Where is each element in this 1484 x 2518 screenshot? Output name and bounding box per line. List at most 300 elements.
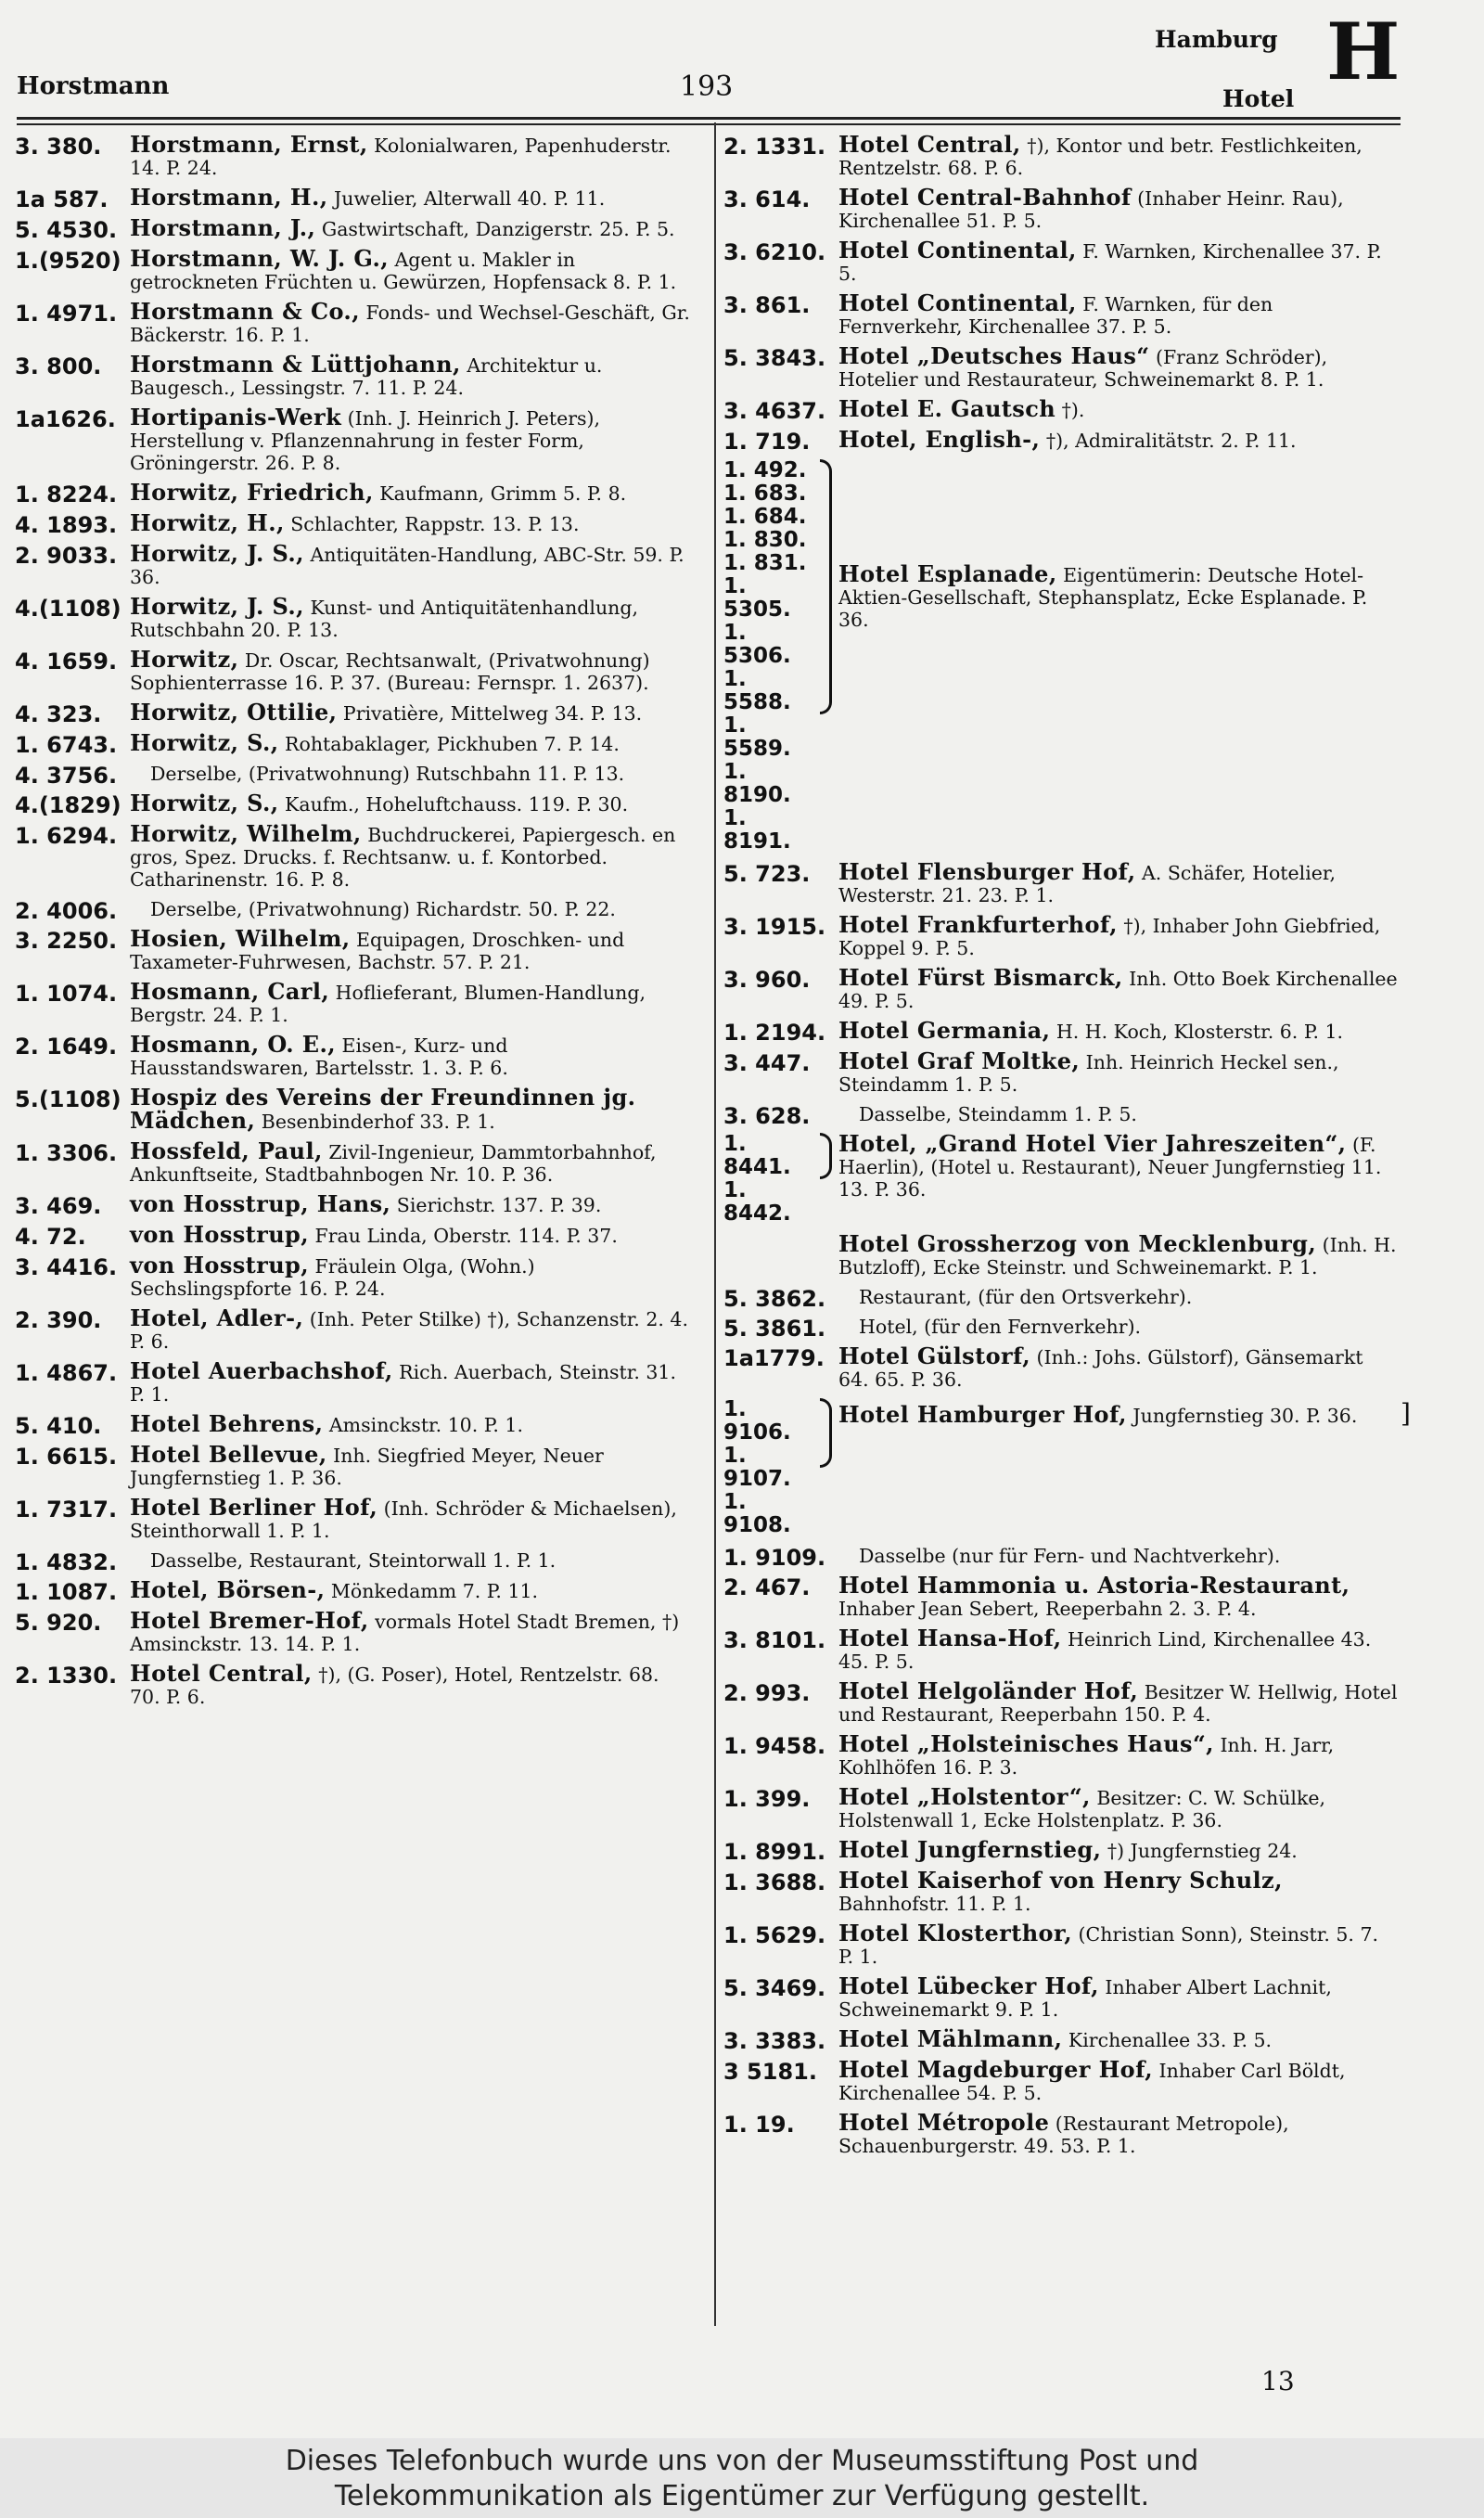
phone-number: 5. 3469.	[723, 1975, 826, 2001]
phone-number: 1. 3688.	[723, 1869, 826, 1895]
phone-number: 1. 9107.	[723, 1444, 791, 1491]
phone-number: 4.(1829)	[15, 792, 122, 818]
entry-name: Hortipanis-Werk	[130, 404, 342, 430]
entry-details: †).	[1055, 399, 1085, 421]
phone-number: 1. 830.	[723, 528, 807, 552]
entry-details: Mönkedamm 7. P. 11.	[325, 1580, 539, 1602]
directory-entry	[723, 1316, 1399, 1342]
entry-text	[130, 1137, 692, 1186]
entry-name: Hotel E. Gautsch	[838, 395, 1056, 422]
directory-entry	[15, 978, 692, 1026]
entry-text	[130, 593, 692, 641]
entry-text	[130, 509, 692, 536]
directory-entry	[15, 1190, 692, 1219]
phone-number: 5. 3862.	[723, 1286, 826, 1312]
directory-entry	[723, 911, 1399, 959]
grouped-entry	[723, 1397, 1411, 1537]
phone-number: 1. 5588.	[723, 667, 791, 714]
entry-text	[838, 1836, 1399, 1863]
entry-name: Hotel „Holsteinisches Haus“,	[838, 1730, 1214, 1757]
entry-name: Hotel Auerbachshof,	[130, 1357, 393, 1384]
grouped-entry	[723, 1130, 1399, 1226]
directory-entry	[723, 858, 1399, 906]
entry-details: Kirchenallee 33. P. 5.	[1062, 2029, 1273, 2051]
directory-entry	[723, 964, 1399, 1012]
directory-entry	[15, 925, 692, 973]
entry-text	[130, 1190, 692, 1217]
group-brace	[820, 1398, 832, 1468]
entry-text	[130, 406, 692, 474]
entry-details: Zivil-Ingenieur, Dammtorbahnhof, Ankunftseite, Stadtbahnbogen Nr. 10. P. 36.	[130, 1141, 657, 1186]
page-number: 193	[680, 71, 734, 103]
entry-name: Hotel Lübecker Hof,	[838, 1972, 1099, 1999]
entry-text	[838, 1545, 1399, 1567]
scan-caption	[0, 2438, 1484, 2518]
entry-text	[838, 1869, 1399, 1915]
entry-text	[130, 1607, 692, 1655]
entry-name: Hospiz des Vereins der Freundinnen jg. Mädchen,	[130, 1084, 636, 1134]
entry-details: vormals Hotel Stadt Bremen, †) Amsinckstr. 13. 14. P. 1.	[130, 1611, 680, 1655]
entry-details: Besitzer: C. W. Schülke, Holstenwall 1, Ecke Holstenplatz. P. 36.	[838, 1787, 1326, 1831]
entry-text	[838, 1345, 1399, 1391]
directory-entry	[15, 214, 692, 243]
entry-text	[838, 911, 1399, 959]
directory-entry	[15, 1410, 692, 1439]
entry-details: Hotel, (für den Fernverkehr).	[859, 1316, 1142, 1338]
entry-name: Horwitz, H.,	[130, 509, 285, 536]
entry-name: Hotel Esplanade,	[838, 560, 1057, 587]
directory-entry	[723, 1047, 1399, 1096]
directory-entry	[723, 2025, 1399, 2054]
entry-details: F. Warnken, Kirchenallee 37. P. 5.	[838, 240, 1382, 285]
entry-name: Hotel Hamburger Hof,	[838, 1401, 1127, 1428]
directory-entry	[15, 1660, 692, 1708]
entry-details: Kaufm., Hoheluftchauss. 119. P. 30.	[278, 793, 629, 816]
entry-text	[838, 1972, 1399, 2021]
entry-details: Equipagen, Droschken- und Taxameter-Fuhrwesen, Bachstr. 57. P. 21.	[130, 929, 625, 973]
header-rule-thin	[17, 123, 1401, 125]
directory-entry	[15, 792, 692, 816]
directory-entry	[15, 1441, 692, 1489]
entry-text	[130, 186, 692, 210]
phone-number: 3. 4416.	[15, 1254, 118, 1280]
entry-text	[130, 353, 692, 399]
entry-name: Hotel Métropole	[838, 2109, 1050, 2136]
entry-details: Juwelier, Alterwall 40. P. 11.	[327, 187, 606, 210]
entry-text	[838, 186, 1399, 232]
phone-number: 4.(1108)	[15, 596, 122, 622]
entry-text	[838, 964, 1399, 1012]
entry-details: Fonds- und Wechsel-Geschäft, Gr. Bäckerstr. 16. P. 1.	[130, 302, 690, 346]
phone-number: 3. 614.	[723, 186, 811, 212]
entry-name: Horstmann, Ernst,	[130, 131, 368, 158]
phone-number: 3. 380.	[15, 134, 102, 160]
phone-number: 1. 9109.	[723, 1545, 826, 1571]
phone-number: 1. 6743.	[15, 732, 118, 758]
directory-entry	[723, 1017, 1399, 1046]
entry-text	[838, 1783, 1399, 1831]
entry-details: †) Jungfernstieg 24.	[1101, 1840, 1298, 1862]
directory-entry	[15, 820, 692, 891]
directory-entry	[15, 298, 692, 346]
entry-name: Horwitz, S.,	[130, 790, 279, 816]
entry-name: Hotel Graf Moltke,	[838, 1047, 1081, 1074]
entry-text	[130, 763, 692, 785]
phone-number: 3. 800.	[15, 353, 102, 379]
entry-text	[130, 1660, 692, 1708]
phone-number: 4. 1893.	[15, 512, 118, 538]
entry-text	[838, 426, 1399, 453]
entry-name: Hotel Gülstorf,	[838, 1343, 1030, 1369]
header-rule	[17, 117, 1401, 120]
entry-text	[130, 214, 692, 241]
directory-entry	[15, 1086, 692, 1133]
entry-name: Hosmann, Carl,	[130, 978, 330, 1005]
phone-number: 1. 4867.	[15, 1360, 118, 1386]
phone-number: 3. 8101.	[723, 1627, 826, 1653]
entry-name: Hotel Continental,	[838, 289, 1077, 316]
entry-text	[130, 540, 692, 588]
entry-details: Inh. Siegfried Meyer, Neuer Jungfernstieg 1. P. 36.	[130, 1445, 604, 1489]
entry-name: Horwitz, Friedrich,	[130, 479, 374, 506]
directory-entry	[15, 646, 692, 694]
entry-details: (Inh. Peter Stilke) †), Schanzenstr. 2. 4. P. 6.	[130, 1308, 688, 1353]
entry-name: Hotel, Börsen-,	[130, 1576, 326, 1603]
entry-name: Hotel Bellevue,	[130, 1441, 327, 1468]
directory-entry	[15, 509, 692, 538]
entry-details: Hoflieferant, Blumen-Handlung, Bergstr. 24. P. 1.	[130, 982, 646, 1026]
left-column	[15, 131, 692, 1715]
entry-name: Hotel Klosterthor,	[838, 1920, 1073, 1946]
group-brace	[820, 1133, 832, 1179]
entry-text	[130, 1576, 692, 1603]
directory-entry	[15, 1494, 692, 1542]
phone-number: 3 5181.	[723, 2059, 817, 2085]
entry-name: Hotel Continental,	[838, 237, 1077, 263]
directory-entry	[723, 342, 1399, 391]
entry-text	[838, 1103, 1399, 1125]
phone-number: 5. 3861.	[723, 1316, 826, 1342]
page-footer-number: 13	[1261, 2366, 1295, 2396]
entry-details: Rohtabaklager, Pickhuben 7. P. 14.	[278, 733, 620, 755]
directory-entry	[15, 898, 692, 924]
entry-text	[130, 1254, 692, 1300]
directory-entry	[723, 2056, 1399, 2104]
directory-entry	[723, 1574, 1399, 1620]
entry-details: H. H. Koch, Klosterstr. 6. P. 1.	[1050, 1021, 1344, 1043]
directory-entry	[15, 131, 692, 179]
entry-text	[130, 898, 692, 920]
phone-number: 1. 5305.	[723, 574, 791, 622]
entry-details: Fräulein Olga, (Wohn.) Sechslingspforte 16. P. 24.	[130, 1255, 535, 1300]
entry-name: Horstmann, W. J. G.,	[130, 245, 389, 272]
entry-text	[838, 1677, 1399, 1726]
entry-text	[838, 1574, 1399, 1620]
phone-number: 1. 8442.	[723, 1178, 791, 1226]
entry-text	[838, 2056, 1399, 2104]
entry-text	[838, 131, 1399, 179]
phone-number: 5.(1108)	[15, 1086, 122, 1112]
entry-details: Eisen-, Kurz- und Hausstandswaren, Bartelsstr. 1. 3. P. 6.	[130, 1034, 508, 1079]
phone-number: 1. 8224.	[15, 482, 118, 507]
header-city: Hamburg	[1155, 26, 1278, 53]
entry-details: Dr. Oscar, Rechtsanwalt, (Privatwohnung) Sophienterrasse 16. P. 37. (Bureau: Fernspr. 1. 2637).	[130, 649, 650, 694]
phone-number: 1. 831.	[723, 551, 807, 575]
entry-text	[130, 792, 692, 816]
entry-details: Restaurant, (für den Ortsverkehr).	[859, 1286, 1193, 1308]
column-divider	[714, 122, 716, 2326]
phone-number: 1. 1087.	[15, 1579, 118, 1605]
directory-entry	[723, 131, 1399, 179]
entry-name: Horstmann & Co.,	[130, 298, 360, 325]
entry-name: Hotel Helgoländer Hof,	[838, 1677, 1139, 1704]
directory-entry	[723, 395, 1399, 424]
phone-number: 1. 2194.	[723, 1020, 826, 1046]
directory-entry	[15, 593, 692, 641]
entry-text	[130, 1357, 692, 1406]
phone-number: 1. 1074.	[15, 981, 118, 1007]
entry-name: Horwitz, J. S.,	[130, 540, 304, 567]
directory-entry	[15, 1221, 692, 1250]
entry-details: (Inh. J. Heinrich J. Peters), Herstellung v. Pflanzennahrung in fester Form, Gröningerstr. 26. P. 8.	[130, 407, 601, 474]
entry-details: Inhaber Carl Böldt, Kirchenallee 54. P. 5.	[838, 2060, 1346, 2104]
directory-entry	[723, 1545, 1399, 1571]
entry-name: Horwitz, S.,	[130, 729, 279, 756]
entry-details: Besitzer W. Hellwig, Hotel und Restaurant, Reeperbahn 150. P. 4.	[838, 1681, 1398, 1726]
entry-details: Kunst- und Antiquitätenhandlung, Rutschbahn 20. P. 13.	[130, 597, 639, 641]
entry-name: Hotel Central-Bahnhof	[838, 184, 1132, 211]
entry-name: Hotel Hansa-Hof,	[838, 1625, 1062, 1651]
phone-number: 1. 5306.	[723, 621, 791, 668]
entry-details: Bahnhofstr. 11. P. 1.	[838, 1893, 1031, 1915]
entry-name: Horstmann & Lüttjohann,	[130, 351, 461, 378]
entry-name: Hosien, Wilhelm,	[130, 925, 351, 952]
entry-name: von Hosstrup,	[130, 1252, 309, 1278]
entry-details: Inh. Otto Boek Kirchenallee 49. P. 5.	[838, 968, 1398, 1012]
entry-name: Hotel, „Grand Hotel Vier Jahreszeiten“,	[838, 1130, 1347, 1157]
entry-details: Inh. H. Jarr, Kohlhöfen 16. P. 3.	[838, 1734, 1335, 1779]
entry-name: Hotel „Holstentor“,	[838, 1783, 1091, 1810]
directory-entry	[15, 729, 692, 758]
phone-number: 3. 3383.	[723, 2028, 826, 2054]
phone-number: 3. 2250.	[15, 928, 118, 954]
phone-number: 1. 9458.	[723, 1733, 826, 1759]
phone-number: 1.(9520)	[15, 248, 122, 274]
entry-details: (Franz Schröder), Hotelier und Restaurateur, Schweinemarkt 8. P. 1.	[838, 346, 1328, 391]
phone-number: 2. 1649.	[15, 1034, 118, 1060]
phone-number: 1. 683.	[723, 482, 807, 506]
phone-number: 1. 3306.	[15, 1140, 118, 1166]
directory-entry	[15, 406, 692, 474]
entry-name: Hotel Germania,	[838, 1017, 1051, 1044]
entry-text	[838, 560, 1399, 631]
entry-name: Hotel „Deutsches Haus“	[838, 342, 1150, 369]
directory-entry	[15, 1576, 692, 1605]
entry-text	[130, 245, 692, 293]
entry-name: von Hosstrup, Hans,	[130, 1190, 391, 1217]
phone-number: 1a1779.	[723, 1345, 825, 1371]
entry-text	[130, 1549, 692, 1572]
directory-entry	[15, 1137, 692, 1186]
entry-details: Architektur u. Baugesch., Lessingstr. 7. 11. P. 24.	[130, 354, 603, 399]
directory-entry	[15, 540, 692, 588]
directory-entry	[723, 1230, 1399, 1278]
directory-entry	[15, 701, 692, 725]
phone-number: 4. 72.	[15, 1224, 86, 1250]
phone-number: 1. 8190.	[723, 760, 791, 807]
directory-entry	[15, 1549, 692, 1575]
directory-entry	[723, 239, 1399, 285]
directory-entry	[15, 763, 692, 789]
entry-details: Amsinckstr. 10. P. 1.	[323, 1414, 523, 1436]
entry-name: Horstmann, H.,	[130, 184, 328, 211]
directory-entry	[723, 186, 1399, 232]
entry-text	[838, 858, 1399, 906]
entry-details: Agent u. Makler in getrockneten Früchten u. Gewürzen, Hopfensack 8. P. 1.	[130, 249, 677, 293]
entry-text	[838, 1627, 1399, 1673]
phone-number: 5. 3843.	[723, 345, 826, 371]
entry-details: Buchdruckerei, Papiergesch. en gros, Spez. Drucks. f. Rechtsanw. u. f. Kontorbed. Catharinenstr. 16. P. 8.	[130, 824, 676, 891]
entry-details: Inhaber Jean Sebert, Reeperbahn 2. 3. P. 4.	[838, 1598, 1257, 1620]
entry-name: Hotel Grossherzog von Mecklenburg,	[838, 1230, 1317, 1257]
phone-number: 5. 920.	[15, 1610, 102, 1636]
directory-entry	[723, 1730, 1399, 1779]
phone-number: 1. 8991.	[723, 1839, 826, 1865]
directory-entry	[723, 2109, 1399, 2157]
phone-number: 5. 723.	[723, 861, 811, 887]
entry-name: Hotel, Adler-,	[130, 1304, 304, 1331]
entry-text	[130, 1031, 692, 1079]
entry-name: Hotel Magdeburger Hof,	[838, 2056, 1154, 2083]
entry-text	[130, 1086, 692, 1133]
directory-entry	[15, 1031, 692, 1079]
directory-entry	[15, 1304, 692, 1353]
entry-name: Hotel Fürst Bismarck,	[838, 964, 1123, 991]
directory-entry	[15, 245, 692, 293]
entry-details: Besenbinderhof 33. P. 1.	[255, 1111, 495, 1133]
entry-text	[838, 1286, 1399, 1308]
phone-number: 2. 390.	[15, 1307, 102, 1333]
directory-entry	[723, 1869, 1399, 1915]
entry-text	[838, 1316, 1399, 1338]
phone-number: 1. 8191.	[723, 806, 791, 854]
entry-details: Sierichstr. 137. P. 39.	[390, 1194, 602, 1216]
entry-details: †), (G. Poser), Hotel, Rentzelstr. 68. 70. P. 6.	[130, 1664, 659, 1708]
entry-name: Hotel Jungfernstieg,	[838, 1836, 1102, 1863]
entry-details: (Inh.: Johs. Gülstorf), Gänsemarkt 64. 65. P. 36.	[838, 1346, 1363, 1391]
entry-text	[838, 1922, 1399, 1968]
entry-text	[130, 1441, 692, 1489]
phone-number: 4. 1659.	[15, 649, 118, 674]
phone-number: 2. 993.	[723, 1680, 811, 1706]
entry-details: Inh. Heinrich Heckel sen., Steindamm 1. P. 5.	[838, 1051, 1339, 1096]
entry-details: Schlachter, Rappstr. 13. P. 13.	[284, 513, 580, 535]
entry-details: Gastwirtschaft, Danzigerstr. 25. P. 5.	[315, 218, 675, 240]
entry-details: †), Admiralitätstr. 2. P. 11.	[1040, 430, 1297, 452]
entry-details: Privatière, Mittelweg 34. P. 13.	[337, 702, 643, 725]
phone-number: 3. 6210.	[723, 239, 826, 265]
entry-name: Hosmann, O. E.,	[130, 1031, 336, 1058]
entry-text	[838, 2109, 1399, 2157]
entry-text	[838, 2025, 1399, 2052]
directory-entry	[15, 1607, 692, 1655]
phone-number: 1. 7317.	[15, 1497, 118, 1522]
directory-entry	[723, 1677, 1399, 1726]
directory-entry	[15, 186, 692, 210]
entry-text	[130, 479, 692, 506]
entry-text	[838, 342, 1399, 391]
phone-number: 1a1626.	[15, 406, 116, 432]
entry-name: Hotel Mählmann,	[838, 2025, 1063, 2052]
phone-number: 3. 4637.	[723, 398, 826, 424]
entry-text	[130, 646, 692, 694]
caption-line-2: Telekommunikation als Eigentümer zur Verfügung gestellt.	[334, 2480, 1150, 2512]
directory-entry	[723, 1345, 1399, 1391]
entry-text	[838, 1401, 1358, 1428]
phone-number: 1. 6294.	[15, 823, 118, 849]
margin-mark: ]	[1401, 1398, 1411, 1429]
entry-details: Dasselbe, Steindamm 1. P. 5.	[859, 1103, 1137, 1125]
entry-name: Hotel Frankfurterhof,	[838, 911, 1118, 938]
entry-name: Horwitz, J. S.,	[130, 593, 304, 620]
phone-number: 1. 9108.	[723, 1490, 791, 1537]
phone-number: 2. 4006.	[15, 898, 118, 924]
directory-entry	[723, 1627, 1399, 1673]
entry-text	[838, 1017, 1399, 1044]
entry-details: Kaufmann, Grimm 5. P. 8.	[373, 482, 627, 505]
directory-entry	[723, 1286, 1399, 1312]
entry-text	[130, 820, 692, 891]
phone-number: 2. 1331.	[723, 134, 826, 160]
entry-details: Heinrich Lind, Kirchenallee 43. 45. P. 5.	[838, 1628, 1372, 1673]
directory-entry	[15, 353, 692, 399]
phone-number: 3. 1915.	[723, 914, 826, 940]
entry-name: Horwitz, Wilhelm,	[130, 820, 362, 847]
entry-text	[838, 239, 1399, 285]
group-brace	[820, 459, 832, 714]
directory-entry	[723, 1836, 1399, 1865]
entry-details: Jungfernstieg 30. P. 36.	[1126, 1405, 1358, 1427]
directory-entry	[723, 1922, 1399, 1968]
entry-name: Hotel Berliner Hof,	[130, 1494, 378, 1521]
entry-text	[130, 1221, 692, 1248]
phone-number: 4. 323.	[15, 701, 102, 727]
grouped-entry	[723, 459, 1399, 854]
entry-text	[838, 1130, 1399, 1201]
header-left-keyword: Horstmann	[17, 72, 170, 100]
phone-number: 1a 587.	[15, 186, 109, 212]
entry-details: Kolonialwaren, Papenhuderstr. 14. P. 24.	[130, 135, 672, 179]
entry-name: Hotel Central,	[838, 131, 1021, 158]
phone-number: 5. 410.	[15, 1413, 102, 1439]
phone-number: 3. 861.	[723, 292, 811, 318]
phone-number: 1. 5589.	[723, 713, 791, 761]
entry-text	[130, 1304, 692, 1353]
header-section: Hotel	[1222, 85, 1295, 112]
phone-number: 4. 3756.	[15, 763, 118, 789]
entry-details: (Inh. H. Butzloff), Ecke Steinstr. und Schweinemarkt. P. 1.	[838, 1234, 1397, 1278]
phone-number: 3. 628.	[723, 1103, 811, 1129]
phone-number: 1. 719.	[723, 429, 811, 455]
phone-number: 1. 492.	[723, 458, 807, 482]
directory-entry	[723, 1783, 1399, 1831]
entry-name: Horstmann, J.,	[130, 214, 316, 241]
entry-details: Inhaber Albert Lachnit, Schweinemarkt 9. P. 1.	[838, 1976, 1332, 2021]
entry-details: †), Kontor und betr. Festlichkeiten, Rentzelstr. 68. P. 6.	[838, 135, 1362, 179]
entry-text	[130, 131, 692, 179]
phone-number-group	[723, 459, 820, 854]
directory-entry	[723, 1103, 1399, 1129]
